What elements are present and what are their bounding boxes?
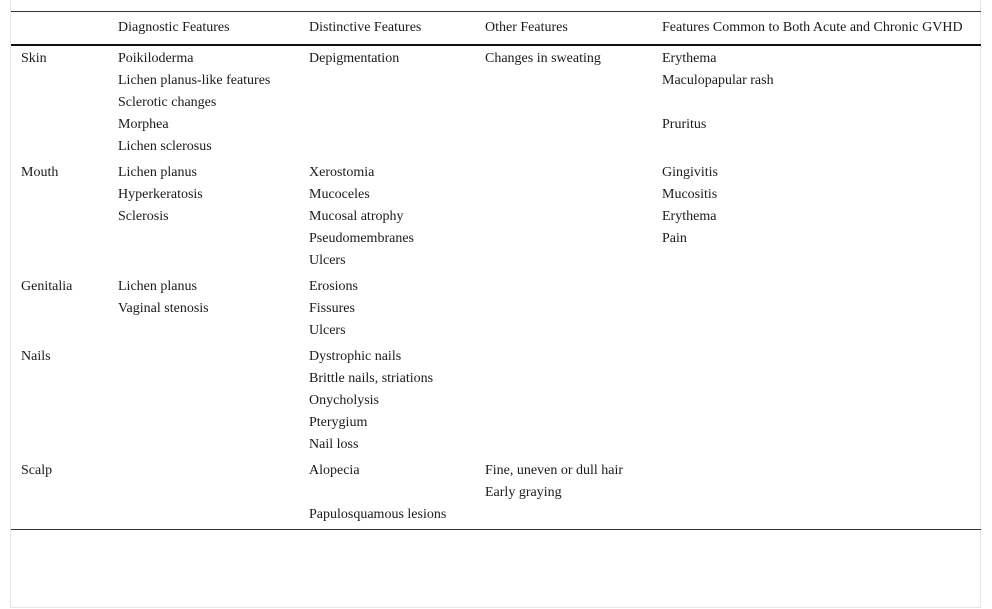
row-site: Nails <box>21 349 51 364</box>
row-site: Mouth <box>21 165 59 180</box>
cell-item: Brittle nails, striations <box>309 371 434 386</box>
common-cell <box>652 45 981 161</box>
table-row <box>11 45 981 161</box>
common-cell <box>652 161 981 275</box>
header-diagnostic-features: Diagnostic Features <box>118 20 230 35</box>
cell-item: Alopecia <box>309 463 360 478</box>
cell-item: Lichen planus <box>118 279 197 294</box>
other-cell <box>475 275 652 345</box>
cell-item: Vaginal stenosis <box>118 301 209 316</box>
cell-item: Pterygium <box>309 415 368 430</box>
gvhd-features-table <box>11 11 981 530</box>
row-site: Genitalia <box>21 279 73 294</box>
other-cell <box>475 161 652 275</box>
cell-item: Depigmentation <box>309 51 400 66</box>
distinctive-cell <box>299 45 475 161</box>
table-row <box>11 275 981 345</box>
cell-item: Pruritus <box>662 117 707 132</box>
cell-item: Early graying <box>485 485 562 500</box>
cell-item: Dystrophic nails <box>309 349 402 364</box>
row-site: Scalp <box>21 463 53 478</box>
distinctive-cell <box>299 345 475 459</box>
distinctive-cell <box>299 459 475 530</box>
header-distinctive-features: Distinctive Features <box>309 20 422 35</box>
cell-item: Gingivitis <box>662 165 719 180</box>
cell-item: Sclerotic changes <box>118 95 217 110</box>
cell-item: Mucosal atrophy <box>309 209 404 224</box>
header-site <box>11 12 108 46</box>
diagnostic-cell <box>108 161 299 275</box>
cell-spacer <box>662 93 971 113</box>
distinctive-cell <box>299 161 475 275</box>
cell-item: Erythema <box>662 209 717 224</box>
table-row <box>11 161 981 275</box>
other-cell <box>475 459 652 530</box>
table-row <box>11 345 981 459</box>
cell-item: Erosions <box>309 279 358 294</box>
cell-item: Hyperkeratosis <box>118 187 203 202</box>
cell-item: Lichen sclerosus <box>118 139 212 154</box>
cell-item: Papulosquamous lesions <box>309 507 447 522</box>
cell-item: Fine, uneven or dull hair <box>485 463 624 478</box>
cell-item: Maculopapular rash <box>662 73 774 88</box>
diagnostic-cell <box>108 275 299 345</box>
cell-item: Morphea <box>118 117 169 132</box>
common-cell <box>652 275 981 345</box>
common-cell <box>652 459 981 530</box>
cell-item: Lichen planus-like features <box>118 73 271 88</box>
cell-item: Changes in sweating <box>485 51 601 66</box>
cell-item: Mucositis <box>662 187 718 202</box>
diagnostic-cell <box>108 345 299 459</box>
other-cell <box>475 45 652 161</box>
diagnostic-cell <box>108 459 299 530</box>
diagnostic-cell <box>108 45 299 161</box>
header-other-features: Other Features <box>485 20 568 35</box>
table-row <box>11 459 981 530</box>
cell-item: Ulcers <box>309 323 346 338</box>
cell-item: Mucoceles <box>309 187 370 202</box>
cell-item: Pain <box>662 231 687 246</box>
cell-item: Onycholysis <box>309 393 379 408</box>
other-cell <box>475 345 652 459</box>
common-cell <box>652 345 981 459</box>
cell-item: Ulcers <box>309 253 346 268</box>
cell-item: Erythema <box>662 51 717 66</box>
cell-item: Pseudomembranes <box>309 231 414 246</box>
cell-item: Nail loss <box>309 437 359 452</box>
header-common-features: Features Common to Both Acute and Chronic GVHD <box>662 20 963 35</box>
distinctive-cell <box>299 275 475 345</box>
cell-item: Lichen planus <box>118 165 197 180</box>
row-site: Skin <box>21 51 47 66</box>
cell-item: Fissures <box>309 301 355 316</box>
cell-item: Sclerosis <box>118 209 169 224</box>
cell-item: Poikiloderma <box>118 51 194 66</box>
cell-spacer <box>309 483 465 503</box>
table-header-row <box>11 12 981 46</box>
cell-item: Xerostomia <box>309 165 375 180</box>
